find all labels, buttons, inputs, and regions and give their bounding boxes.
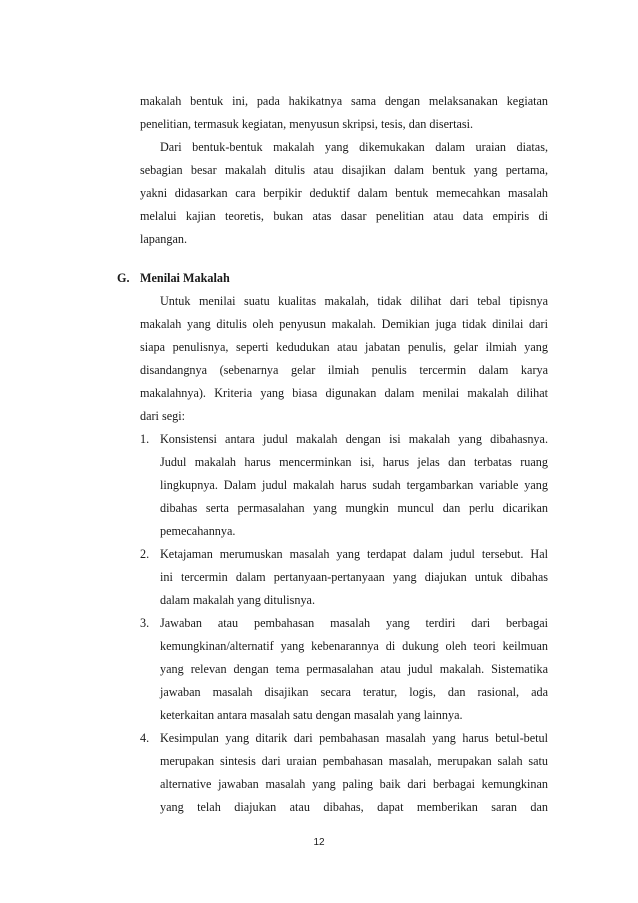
list-item-line: Ketajaman merumuskan masalah yang terdapat dalam judul tersebut. Hal	[160, 547, 548, 561]
body-text-line: makalahnya). Kriteria yang biasa digunakan dalam menilai makalah dilihat	[140, 386, 548, 400]
body-text-line: Dari bentuk-bentuk makalah yang dikemukakan dalam uraian diatas,	[160, 140, 548, 154]
body-text-line: siapa penulisnya, seperti kedudukan atau jabatan penulis, gelar ilmiah yang	[140, 340, 548, 354]
list-item-line: lingkupnya. Dalam judul makalah harus sudah tergambarkan variable yang	[160, 478, 548, 492]
page-number: 12	[313, 837, 325, 848]
body-text-line: makalah bentuk ini, pada hakikatnya sama dengan melaksanakan kegiatan	[140, 94, 548, 108]
body-text-line: makalah yang ditulis oleh penyusun makalah. Demikian juga tidak dinilai dari	[140, 317, 548, 331]
body-text-line: disandangnya (sebenarnya gelar ilmiah penulis tercermin dalam karya	[140, 363, 548, 377]
section-title: Menilai Makalah	[140, 271, 230, 285]
section-heading	[117, 270, 230, 286]
list-item-line: merupakan sintesis dari uraian pembahasan masalah, merupakan salah satu	[160, 754, 548, 768]
list-number: 3.	[140, 616, 150, 630]
list-item-line: yang telah diajukan atau dibahas, dapat memberikan saran dan	[160, 800, 548, 814]
body-text-line: dari segi:	[140, 409, 186, 423]
list-number: 4.	[140, 731, 150, 745]
body-text-line: penelitian, termasuk kegiatan, menyusun skripsi, tesis, dan disertasi.	[140, 117, 474, 131]
list-item-line: keterkaitan antara masalah satu dengan masalah yang lainnya.	[160, 708, 463, 722]
list-number: 1.	[140, 432, 150, 446]
list-item-line: Konsistensi antara judul makalah dengan isi makalah yang dibahasnya.	[160, 432, 548, 446]
body-text-line: sebagian besar makalah ditulis atau disajikan dalam bentuk yang pertama,	[140, 163, 548, 177]
body-text-line: yakni didasarkan cara berpikir deduktif dalam bentuk memecahkan masalah	[140, 186, 548, 200]
list-item-line: Jawaban atau pembahasan masalah yang terdiri dari berbagai	[160, 616, 548, 630]
list-item-line: ini tercermin dalam pertanyaan-pertanyaan yang diajukan untuk dibahas	[160, 570, 548, 584]
list-item-line: pemecahannya.	[160, 524, 236, 538]
list-item-line: kemungkinan/alternatif yang kebenarannya di dukung oleh teori keilmuan	[160, 639, 548, 653]
body-text-line: Untuk menilai suatu kualitas makalah, tidak dilihat dari tebal tipisnya	[160, 294, 548, 308]
list-item-line: alternative jawaban masalah yang paling baik dari berbagai kemungkinan	[160, 777, 548, 791]
list-number: 2.	[140, 547, 150, 561]
body-text-line: melalui kajian teoretis, bukan atas dasar penelitian atau data empiris di	[140, 209, 548, 223]
list-item-line: dibahas serta permasalahan yang mungkin muncul dan perlu dicarikan	[160, 501, 548, 515]
list-item-line: Judul makalah harus mencerminkan isi, harus jelas dan terbatas ruang	[160, 455, 548, 469]
list-item-line: dalam makalah yang ditulisnya.	[160, 593, 316, 607]
list-item-line: yang relevan dengan tema permasalahan atau judul makalah. Sistematika	[160, 662, 548, 676]
section-letter: G.	[117, 271, 130, 285]
list-item-line: jawaban masalah disajikan secara teratur, logis, dan rasional, ada	[160, 685, 548, 699]
list-item-line: Kesimpulan yang ditarik dari pembahasan masalah yang harus betul-betul	[160, 731, 548, 745]
body-text-line: lapangan.	[140, 232, 188, 246]
